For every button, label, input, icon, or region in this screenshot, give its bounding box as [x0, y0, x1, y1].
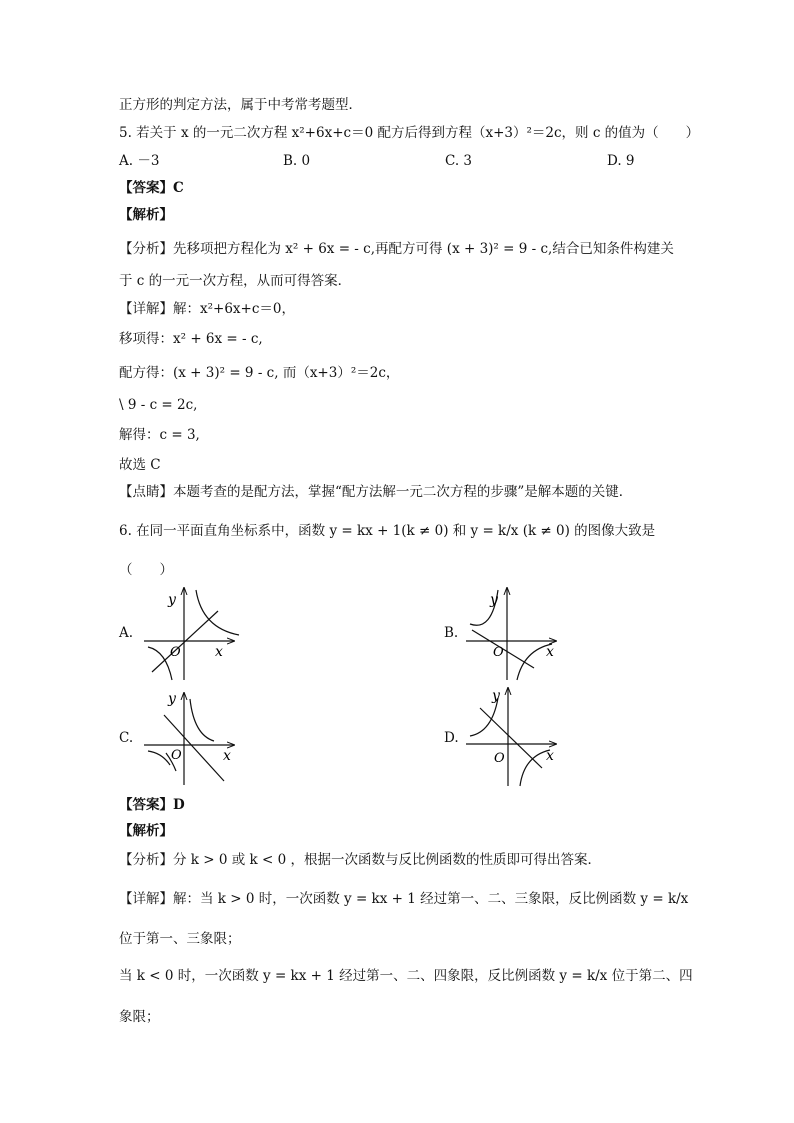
graph-c-option-label: C. [119, 730, 134, 746]
graph-c-svg [140, 685, 245, 790]
origin-label: O [170, 645, 181, 660]
y-axis-label: y [490, 592, 498, 608]
graph-b-svg [462, 580, 567, 685]
x-axis-label: x [546, 748, 554, 764]
q6-solution-line-3: 当 k < 0 时，一次函数 y = kx + 1 经过第一、二、四象限，反比例函数 y = k/x 位于第二、四 [119, 968, 693, 984]
q5-analysis-line-2: 于 c 的一元一次方程，从而可得答案． [119, 273, 352, 289]
q6-solution-line-4: 象限； [119, 1009, 160, 1025]
q6-solution-line-1: 【详解】解：当 k > 0 时，一次函数 y = kx + 1 经过第一、二、三象限，反比例函数 y = k/x [119, 891, 689, 907]
x-axis-label: x [223, 748, 231, 764]
q5-note: 【点睛】本题考查的是配方法，掌握“配方法解一元二次方程的步骤”是解本题的关键． [119, 484, 633, 500]
graph-a [140, 580, 245, 685]
q5-solution-line-1: 【详解】解：x²+6x+c＝0， [119, 301, 296, 317]
graph-a-option-label: A. [119, 625, 134, 641]
question-6-stem: 6. 在同一平面直角坐标系中，函数 y = kx + 1(k ≠ 0) 和 y = k/x (k ≠ 0) 的图像大致是 [119, 523, 656, 539]
q6-answer: 【答案】D [119, 797, 185, 813]
question-5-stem: 5. 若关于 x 的一元二次方程 x²+6x+c＝0 配方后得到方程（x+3）²＝2c，则 c 的值为（ ） [119, 125, 700, 141]
linear-function-line [480, 708, 542, 768]
q5-solution-line-4: \ 9 - c = 2c, [119, 397, 198, 413]
graph-b-option-label: B. [444, 625, 459, 641]
graph-c [140, 685, 245, 790]
question-6-bracket: （ ） [119, 562, 173, 578]
q5-option-a: A. －3 [119, 153, 160, 169]
q6-analysis-heading: 【解析】 [119, 823, 173, 839]
text-line: 正方形的判定方法，属于中考常考题型． [119, 97, 362, 113]
x-axis-label: x [546, 644, 554, 660]
y-axis-label: y [492, 688, 500, 704]
q5-solution-line-5: 解得：c = 3, [119, 427, 200, 443]
graph-b [462, 580, 567, 685]
q6-solution-line-2: 位于第一、三象限； [119, 931, 241, 947]
q5-solution-line-2: 移项得：x² + 6x = - c, [119, 331, 263, 347]
x-axis-label: x [215, 644, 223, 660]
graph-a-svg [140, 580, 245, 685]
q5-option-c: C. 3 [445, 153, 473, 169]
q5-answer: 【答案】C [119, 180, 184, 196]
hyperbola-branch [196, 590, 239, 635]
graph-d [462, 680, 567, 790]
q5-option-d: D. 9 [607, 153, 635, 169]
q5-solution-line-3: 配方得：(x + 3)² = 9 - c, 而（x+3）²＝2c， [119, 365, 400, 381]
origin-label: O [494, 751, 505, 766]
hyperbola-branch [148, 647, 172, 680]
q5-solution-line-6: 故选 C [119, 457, 161, 473]
q5-analysis-heading: 【解析】 [119, 207, 173, 223]
q6-analysis-line: 【分析】分 k > 0 或 k < 0 ，根据一次函数与反比例函数的性质即可得出答案． [119, 852, 601, 868]
origin-label: O [493, 645, 504, 660]
q5-analysis-line-1: 【分析】先移项把方程化为 x² + 6x = - c,再配方可得 (x + 3)² = 9 - c,结合已知条件构建关 [119, 241, 674, 257]
origin-label: O [171, 748, 182, 763]
graph-d-svg [462, 680, 567, 790]
hyperbola-branch [190, 699, 214, 741]
y-axis-label: y [168, 691, 176, 707]
q5-option-b: B. 0 [283, 153, 311, 169]
y-axis-label: y [168, 592, 176, 608]
graph-d-option-label: D. [444, 730, 459, 746]
